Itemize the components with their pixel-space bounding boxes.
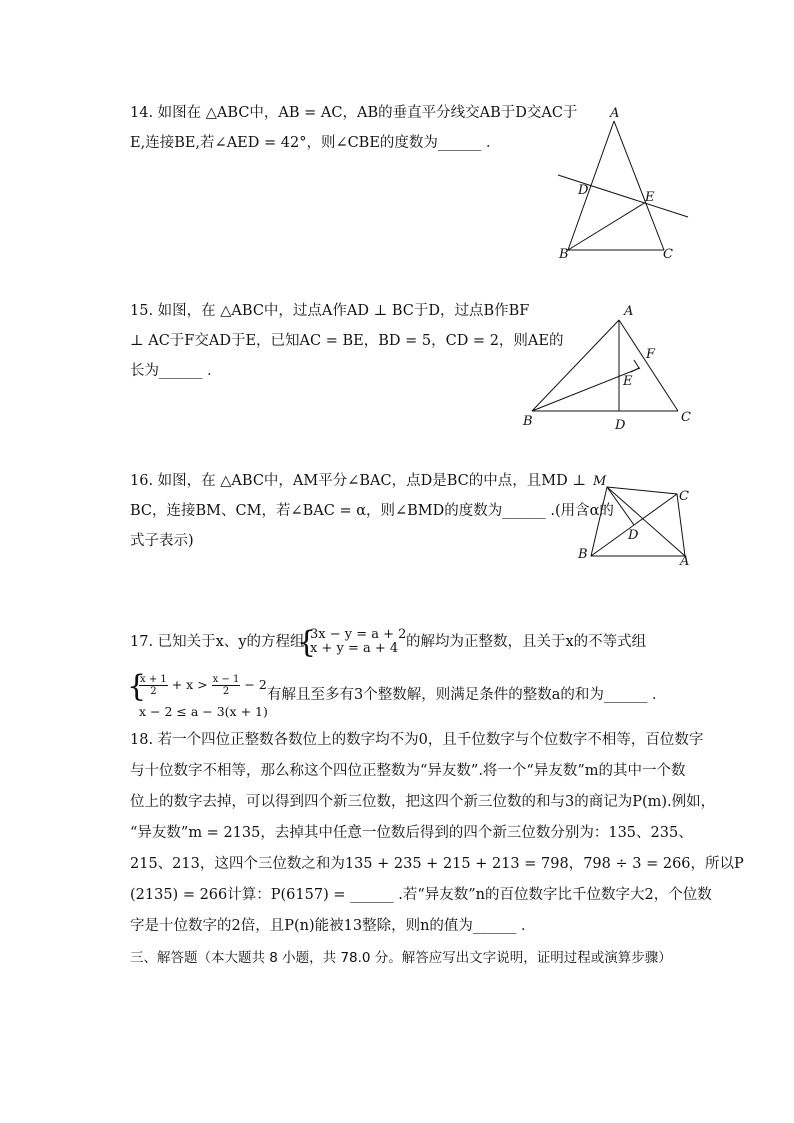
q18-line-5: 215、213，这四个三位数之和为135 + 235 + 215 + 213 = 798，798 ÷ 3 = 266，所以P (130, 856, 744, 872)
q18-line-4: “异友数”m = 2135，去掉其中任意一位数后得到的四个新三位数分别为：135、235、 (130, 825, 693, 841)
q17-inequality-1 (139, 670, 267, 700)
q14-label-e: E (645, 190, 655, 205)
question-18 (130, 725, 744, 942)
q16-label-m: M (593, 474, 607, 489)
q17-brace-system: { (297, 625, 317, 660)
q15-label-c: C (681, 410, 691, 425)
question-16 (130, 466, 614, 556)
q16-label-a: A (680, 554, 690, 569)
q15-label-b: B (523, 414, 533, 429)
q16-label-d: D (628, 528, 639, 543)
q17-frac-left-den: 2 (150, 686, 157, 697)
q18-line-7: 字是十位数字的2倍，且P(n)能被13整除，则n的值为______ ． (130, 918, 536, 934)
q17-frac-right (212, 674, 241, 697)
q14-label-c: C (663, 247, 673, 262)
q14-line-2: E,连接BE,若∠AED = 42°，则∠CBE的度数为______ ． (130, 135, 501, 151)
q17-suffix: 有解且至多有3个整数解，则满足条件的整数a的和为______ ． (267, 687, 667, 703)
q17-ineq1-mid: + x > (171, 677, 208, 692)
q14-label-d: D (578, 183, 589, 198)
q15-label-e: E (623, 374, 633, 389)
q14-label-a: A (610, 106, 620, 121)
question-15 (130, 296, 563, 386)
q17-frac-left (139, 674, 168, 697)
q15-line-3: 长为______ ． (130, 363, 222, 379)
q17-eq-2: x + y = a + 4 (310, 641, 399, 656)
question-17 (127, 625, 670, 719)
q18-line-3: 位上的数字去掉，可以得到四个新三位数，把这四个新三位数的和与3的商记为P(m).例如， (130, 794, 716, 810)
q15-label-a: A (624, 304, 634, 319)
q17-equation-system (310, 628, 406, 656)
q15-label-f: F (646, 347, 656, 362)
q17-inequality-2: x − 2 ≤ a − 3(x + 1) (139, 704, 268, 719)
q18-line-2: 与十位数字不相等，那么称这个四位正整数为“异友数”.将一个“异友数”m的其中一个数 (130, 763, 686, 779)
q18-line-1: 18. 若一个四位正整数各数位上的数字均不为0，且千位数字与个位数字不相等，百位数字 (130, 732, 704, 748)
q15-line-2: ⊥ AC于F交AD于E，已知AC = BE，BD = 5，CD = 2，则AE的 (130, 333, 564, 349)
q14-line-1: 14. 如图在 △ABC中，AB = AC，AB的垂直平分线交AB于D交AC于 (130, 105, 578, 121)
q17-prefix: 17. 已知关于x、y的方程组 (130, 634, 305, 650)
q17-brace-inequality: { (127, 669, 147, 704)
q16-label-b: B (578, 547, 588, 562)
q17-frac-left-num: x + 1 (140, 674, 167, 685)
q15-line-1: 15. 如图，在 △ABC中，过点A作AD ⊥ BC于D，过点B作BF (130, 303, 530, 319)
q17-frac-right-den: 2 (222, 686, 230, 697)
q16-label-c: C (679, 489, 689, 504)
q18-line-6: (2135) = 266计算：P(6157) = ______ .若“异友数”n的百位数字比千位数字大2，个位数 (130, 887, 712, 903)
question-14 (130, 98, 577, 158)
q14-label-b: B (559, 247, 569, 262)
q16-line-2: BC，连接BM、CM，若∠BAC = α，则∠BMD的度数为______ .(用含α的 (130, 503, 614, 519)
q15-label-d: D (615, 418, 626, 433)
figure-q15 (518, 298, 698, 433)
section-header: 三、解答题（本大题共 8 小题，共 78.0 分。解答应写出文字说明，证明过程或演算步骤） (130, 950, 672, 966)
q17-mid: 的解均为正整数，且关于x的不等式组 (406, 634, 647, 650)
figure-q14 (552, 100, 692, 265)
q17-eq-1: 3x − y = a + 2 (310, 627, 407, 642)
q16-line-3: 式子表示) (130, 533, 194, 549)
figure-q16 (575, 470, 695, 570)
q17-ineq1-tail: − 2 (244, 677, 267, 692)
q17-frac-right-num: x − 1 (212, 674, 240, 685)
q16-line-1: 16. 如图，在 △ABC中，AM平分∠BAC，点D是BC的中点，且MD ⊥ (130, 473, 586, 489)
